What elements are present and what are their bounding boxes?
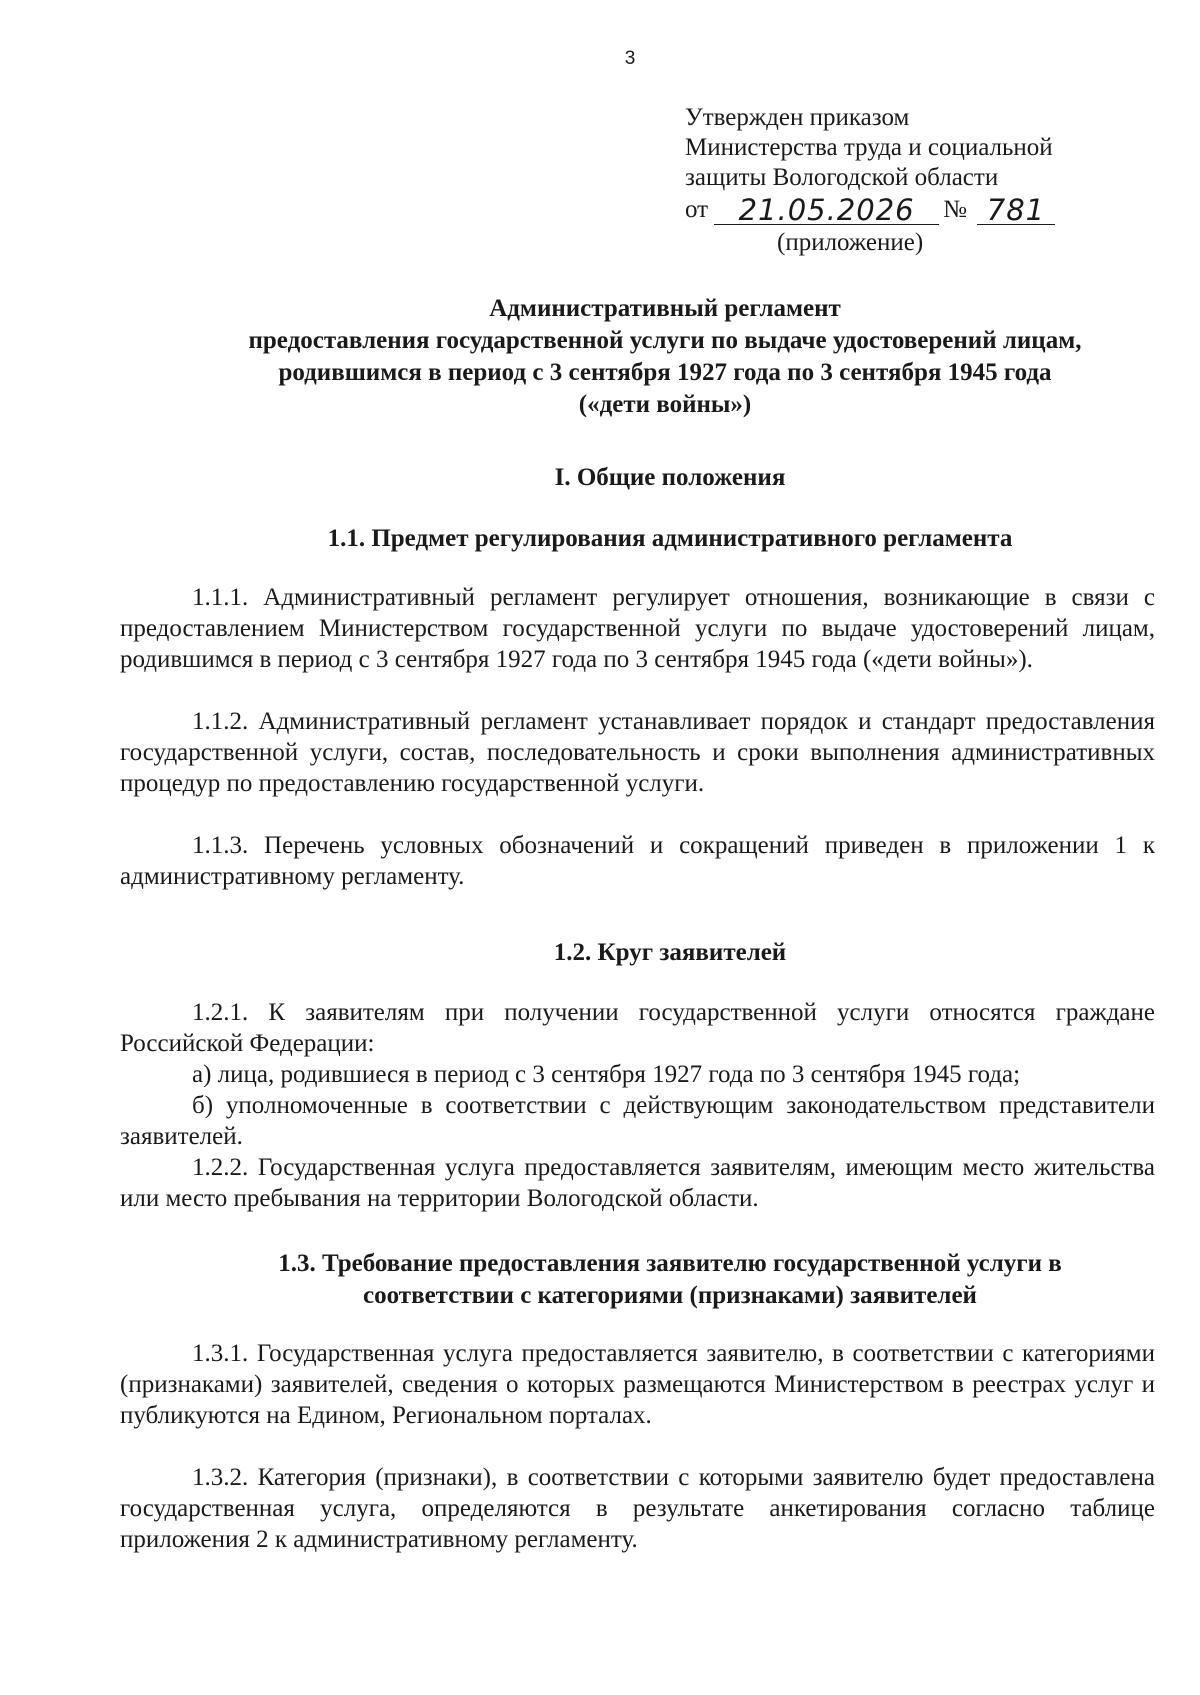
paragraph-1-2-1-b: б) уполномоченные в соответствии с действующим законодательством представители заявителей. [120, 1092, 1155, 1150]
handwritten-date: 21.05.2026 [714, 196, 939, 225]
paragraph-1-2-1: 1.2.1. К заявителям при получении государственной услуги относятся граждане Российской Федерации: [120, 999, 1155, 1057]
approval-stamp-block [685, 103, 1055, 258]
approval-date-number-row [685, 195, 1055, 225]
approval-line-3: защиты Вологодской области [685, 164, 999, 191]
handwritten-number: 781 [977, 196, 1055, 225]
title-line-4: («дети войны») [578, 391, 752, 418]
title-line-1: Административный регламент [489, 295, 841, 322]
subsection-heading-1-1: 1.1. Предмет регулирования административного регламента [327, 525, 1013, 552]
subsection-heading-1-3-line-1: 1.3. Требование предоставления заявителю государственной услуги в [278, 1250, 1062, 1277]
approval-line-2: Министерства труда и социальной [685, 134, 1053, 161]
paragraph-1-1-3: 1.1.3. Перечень условных обозначений и сокращений приведен в приложении 1 к административному регламенту. [120, 832, 1155, 890]
title-line-2: предоставления государственной услуги по выдаче удостоверений лицам, [248, 327, 1082, 354]
paragraph-1-3-1: 1.3.1. Государственная услуга предоставляется заявителю, в соответствии с категориями (признаками) заявителей, сведения о которых размещаются Министерством в реестрах услуг и публикуются на Едином, Региональном порталах. [120, 1340, 1155, 1429]
subsection-heading-1-2: 1.2. Круг заявителей [553, 939, 787, 966]
page-number: 3 [624, 48, 636, 69]
paragraph-1-2-2: 1.2.2. Государственная услуга предоставляется заявителям, имеющим место жительства или место пребывания на территории Вологодской области. [120, 1154, 1155, 1212]
paragraph-1-1-2: 1.1.2. Административный регламент устанавливает порядок и стандарт предоставления государственной услуги, состав, последовательность и сроки выполнения административных процедур по предоставлению государственной услуги. [120, 708, 1155, 797]
paragraph-1-2-1-a: а) лица, родившиеся в период с 3 сентября 1927 года по 3 сентября 1945 года; [192, 1061, 1021, 1088]
appendix-label: (приложение) [777, 229, 924, 256]
section-heading-general: I. Общие положения [554, 464, 786, 491]
document-title [120, 293, 1200, 421]
paragraph-1-3-2: 1.3.2. Категория (признаки), в соответствии с которыми заявителю будет предоставлена государственная услуга, определяются в результате анкетирования согласно таблице приложения 2 к административному регламенту. [120, 1464, 1155, 1553]
number-label: № [943, 196, 967, 223]
subsection-heading-1-3 [120, 1248, 1200, 1312]
paragraph-1-1-1: 1.1.1. Административный регламент регулирует отношения, возникающие в связи с предоставлением Министерством государственной услуги по выдаче удостоверений лицам, родившимся в период с 3 сентября 1927 года по 3 сентября 1945 года («дети войны»). [120, 584, 1155, 673]
subsection-heading-1-3-line-2: соответствии с категориями (признаками) заявителей [363, 1282, 977, 1309]
title-line-3: родившимся в период с 3 сентября 1927 года по 3 сентября 1945 года [278, 359, 1052, 386]
from-label: от [685, 196, 709, 223]
approval-line-1: Утвержден приказом [685, 104, 910, 131]
